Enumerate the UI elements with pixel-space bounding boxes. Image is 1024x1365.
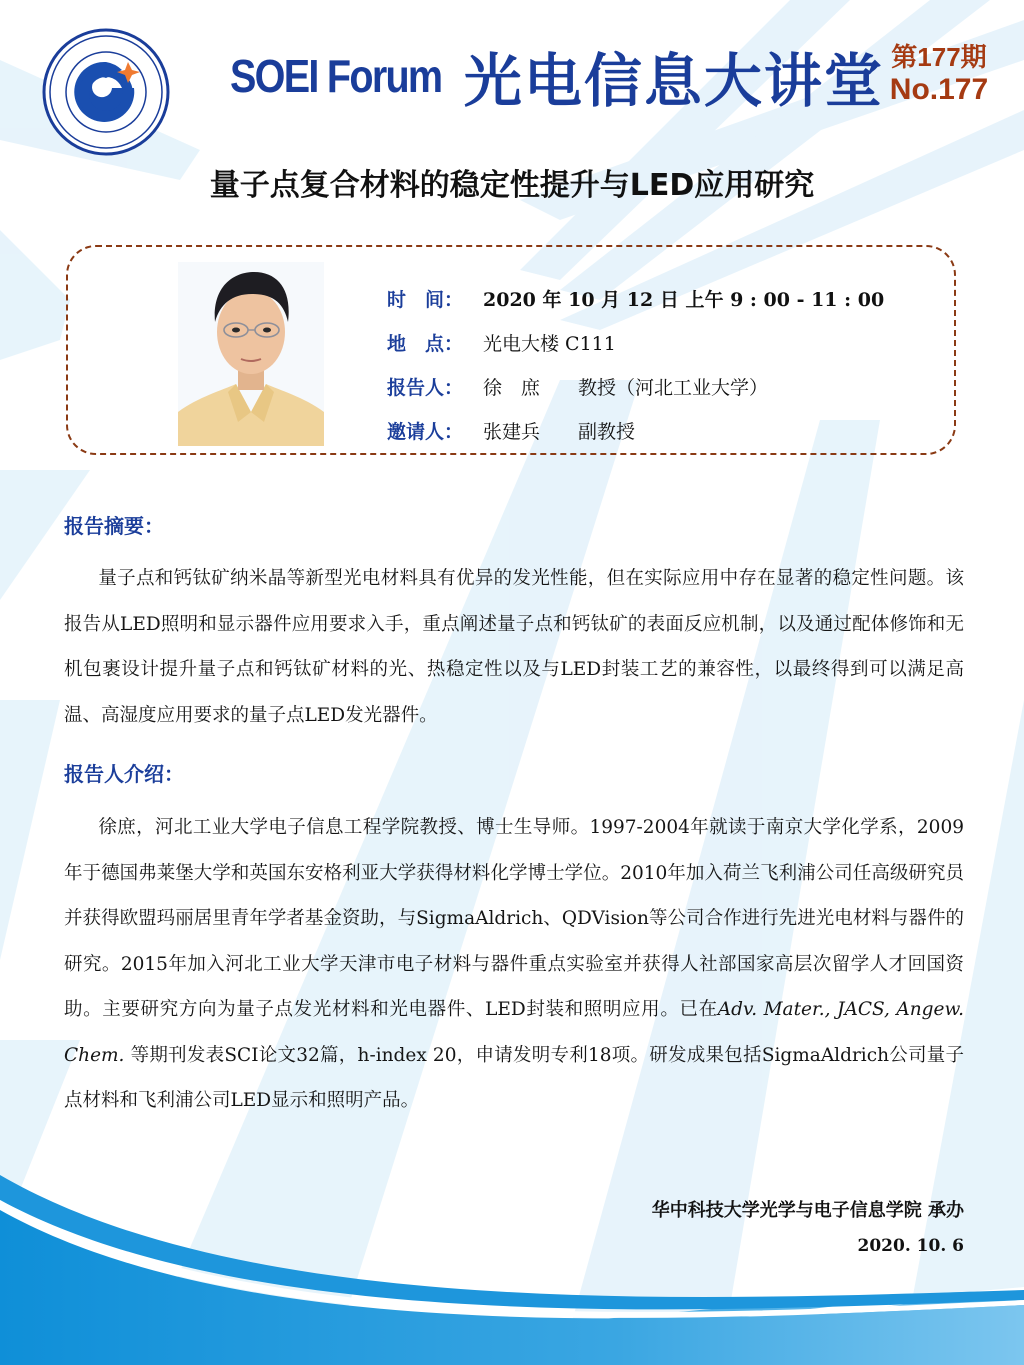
bio-body-part1: 徐庶，河北工业大学电子信息工程学院教授、博士生导师。1997-2004年就读于南京大学化学系，2009年于德国弗莱堡大学和英国东安格利亚大学获得材料化学博士学位。2010年加入荷兰飞利浦公司任高级研究员并获得欧盟玛丽居里青年学者基金资助，与SigmaAldrich、QDVision等公司合作进行先进光电材料与器件的研究。2015年加入河北工业大学天津市电子材料与器件重点实验室并获得人社部国家高层次留学人才回国资助。主要研究方向为量子点发光材料和光电器件、LED封装和照明应用。已在	[64, 817, 964, 1020]
location-value: 光电大楼 C111	[483, 332, 616, 355]
location-label: 地 点：	[387, 332, 464, 355]
host-label: 邀请人：	[387, 420, 464, 443]
forum-title	[230, 36, 884, 116]
speaker-value: 徐 庶 教授（河北工业大学）	[483, 376, 769, 399]
speaker-photo	[178, 262, 324, 446]
bio-text	[64, 805, 964, 1124]
school-emblem-icon	[42, 28, 170, 156]
time-label: 时 间：	[387, 288, 464, 311]
speaker-label: 报告人：	[387, 376, 464, 399]
abstract-body: 量子点和钙钛矿纳米晶等新型光电材料具有优异的发光性能，但在实际应用中存在显著的稳定性问题。该报告从LED照明和显示器件应用要求入手，重点阐述量子点和钙钛矿的表面反应机制，以及通过配体修饰和无机包裹设计提升量子点和钙钛矿材料的光、热稳定性以及与LED封装工艺的兼容性，以最终得到可以满足高温、高湿度应用要求的量子点LED发光器件。	[64, 568, 964, 726]
bio-journals: Adv. Mater., JACS, Angew. Chem.	[64, 999, 964, 1066]
time-value: 2020 年 10 月 12 日 上午 9 : 00 - 11 : 00	[483, 288, 885, 311]
issue-number-zh: 第177期	[891, 42, 987, 72]
bio-heading: 报告人介绍：	[64, 762, 184, 786]
info-row-time	[387, 276, 884, 320]
info-row-speaker	[387, 364, 884, 408]
forum-title-zh: 光电信息大讲堂	[463, 47, 884, 115]
abstract-heading: 报告摘要：	[64, 514, 164, 538]
abstract-text	[64, 556, 964, 738]
info-row-location	[387, 320, 884, 364]
info-row-host	[387, 408, 884, 452]
issue-number	[884, 42, 994, 108]
forum-title-en: SOEI Forum	[230, 50, 442, 102]
bio-body-part2: 等期刊发表SCI论文32篇，h-index 20，申请发明专利18项。研发成果包括SigmaAldrich公司量子点材料和飞利浦公司LED显示和照明产品。	[64, 1044, 964, 1111]
issue-number-en: No.177	[889, 73, 989, 106]
info-rows	[387, 276, 884, 452]
organizer: 华中科技大学光学与电子信息学院 承办	[651, 1200, 964, 1221]
issue-date: 2020. 10. 6	[857, 1236, 964, 1256]
talk-title: 量子点复合材料的稳定性提升与LED应用研究	[209, 168, 815, 203]
host-value: 张建兵 副教授	[483, 420, 636, 443]
